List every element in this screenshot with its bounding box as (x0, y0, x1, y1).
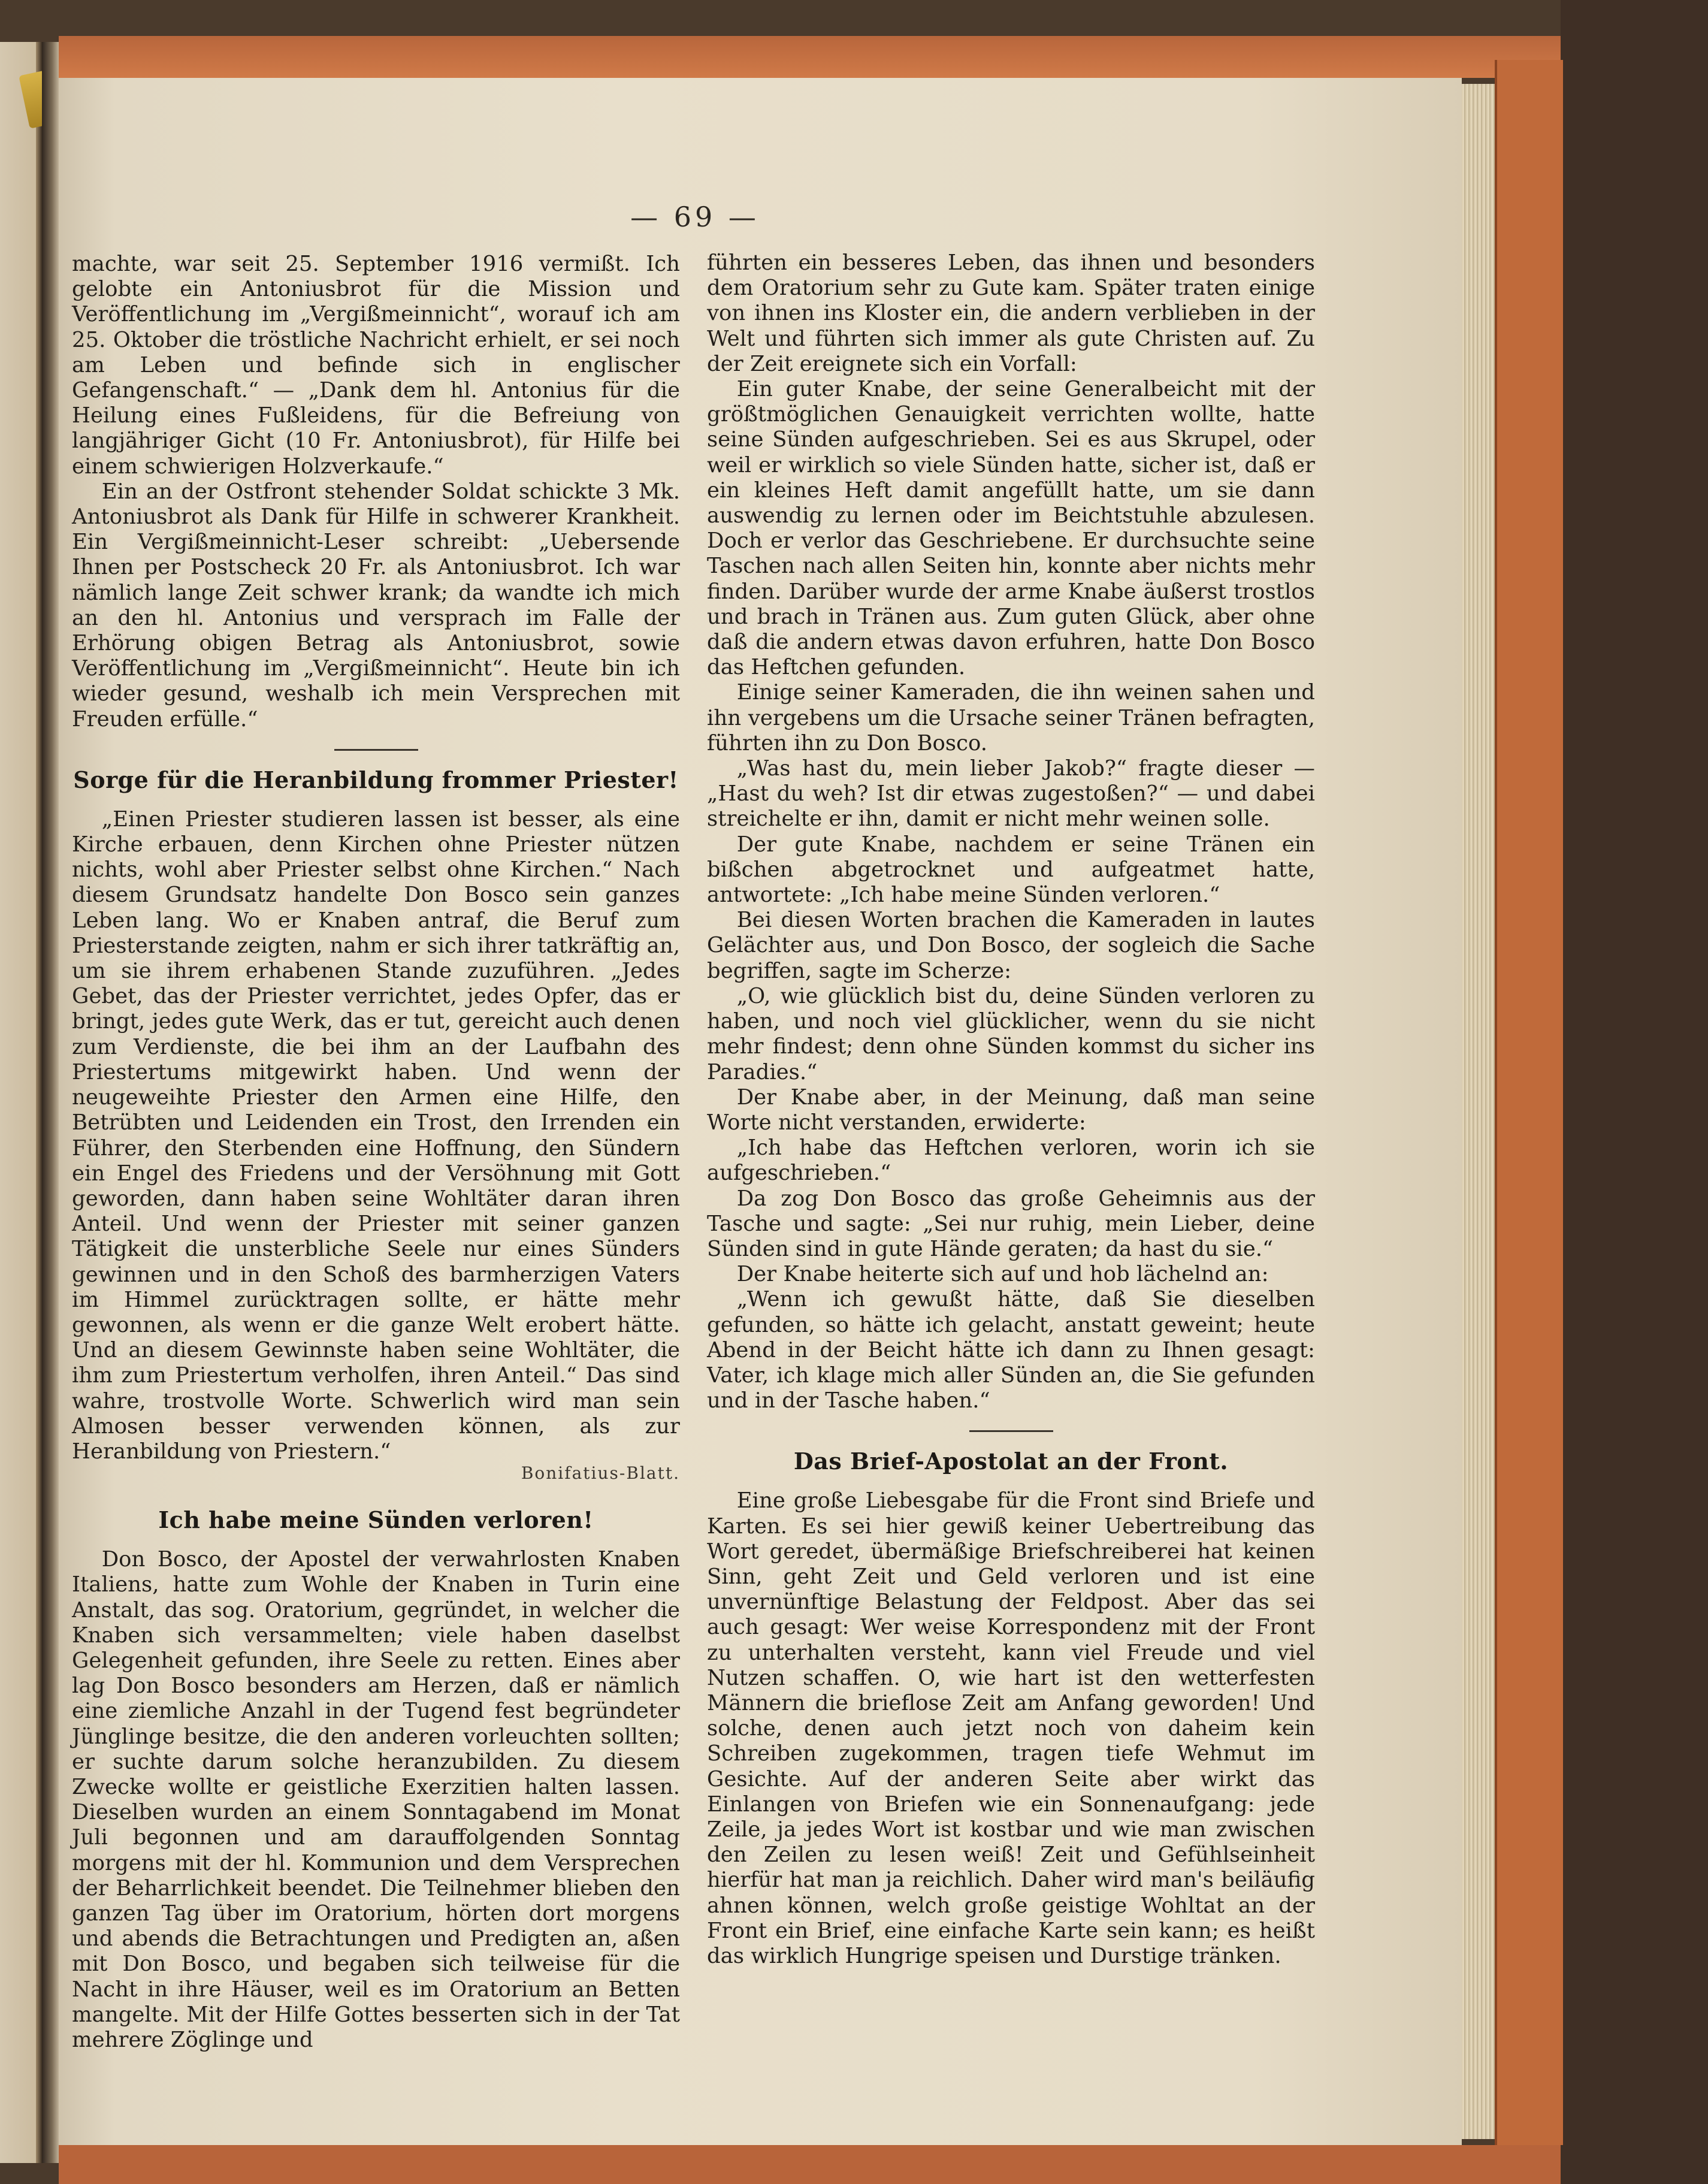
paragraph: Don Bosco, der Apostel der verwahrlosten Knaben Italiens, hatte zum Wohle der Knaben in Turin eine Anstalt, das sog. Oratorium, gegründet, in welcher die Knaben sich versammelten; viele haben daselbst Gelegenheit gefunden, ihre Seele zu retten. Eines aber lag Don Bosco besonders am Herzen, daß er nämlich eine ziemliche Anzahl in der Tugend fest begründeter Jünglinge besitze, die den anderen vorleuchten sollten; er suchte darum solche heranzubilden. Zu diesem Zwecke wollte er geistliche Exerzitien halten lassen. Dieselben wurden an einem Sonntagabend im Monat Juli begonnen und am darauffolgenden Sonntag morgens mit der hl. Kommunion und dem Versprechen der Beharrlichkeit beendet. Die Teilnehmer blieben den ganzen Tag über im Oratorium, hörten dort morgens und abends die Betrachtungen und Predigten an, aßen mit Don Bosco, und begaben sich teilweise für die Nacht in ihre Häuser, weil es im Oratorium an Betten mangelte. Mit der Hilfe Gottes besserten sich in der Tat mehrere Zöglinge und (72, 1547, 680, 2052)
paragraph: Eine große Liebesgabe für die Front sind Briefe und Karten. Es sei hier gewiß keiner Uebertreibung das Wort geredet, übermäßige Briefschreiberei hat keinen Sinn, geht Zeit und Geld verloren und ist eine unvernünftige Belastung der Feldpost. Aber das sei auch gesagt: Wer weise Korrespondenz mit der Front zu unterhalten versteht, kann viel Freude und viel Nutzen schaffen. O, wie hart ist den wetterfesten Männern die brieflose Zeit am Anfang geworden! Und solche, denen auch jetzt noch von daheim kein Schreiben zugekommen, tragen tiefe Wehmut im Gesichte. Auf der anderen Seite aber wirkt das Einlangen von Briefen wie ein Sonnenaufgang: jede Zeile, ja jedes Wort ist kostbar und wie man zwischen den Zeilen zu lesen weiß! Zeit und Gefühlseinheit hierfür hat man ja reichlich. Daher wird man's beiläufig ahnen können, welch große geistige Wohltat an der Front ein Brief, eine einfache Karte sein kann; es heißt das wirklich Hungrige speisen und Durstige tränken. (707, 1488, 1315, 1968)
table-surface (1561, 0, 1708, 2184)
section-divider (969, 1430, 1053, 1432)
paragraph: führten ein besseres Leben, das ihnen und besonders dem Oratorium sehr zu Gute kam. Später traten einige von ihnen ins Kloster ein, die andern verblieben in der Welt und führten sich immer als gute Christen auf. Zu der Zeit ereignete sich ein Vorfall: (707, 250, 1315, 376)
paragraph: Der Knabe heiterte sich auf und hob lächelnd an: (736, 1262, 1269, 1287)
book-cover-right (1495, 60, 1563, 2145)
paragraph: machte, war seit 25. September 1916 vermißt. Ich gelobte ein Antoniusbrot für die Mission und Veröffentlichung im „Vergißmeinnicht“, worauf ich am 25. Oktober die tröstliche Nachricht erhielt, er sei noch am Leben und befinde sich in englischer Gefangenschaft.“ — „Dank dem hl. Antonius für die Heilung eines Fußleidens, für die Befreiung von langjähriger Gicht (10 Fr. Antoniusbrot), für Hilfe bei einem schwierigen Holzverkaufe.“ (72, 252, 680, 479)
page-block-edges (1462, 84, 1495, 2139)
left-column (72, 252, 680, 2053)
section-divider (334, 749, 418, 751)
paragraph: Bei diesen Worten brachen die Kameraden in lautes Gelächter aus, und Don Bosco, der sogleich die Sache begriffen, sagte im Scherze: (707, 908, 1315, 983)
paragraph: Einige seiner Kameraden, die ihn weinen sahen und ihn vergebens um die Ursache seiner Tränen befragten, führten ihn zu Don Bosco. (707, 680, 1315, 756)
book-cover-bottom (59, 2145, 1561, 2184)
article-title: Das Brief-Apostolat an der Front. (793, 1448, 1229, 1475)
book-cover-top (59, 36, 1561, 78)
article-title: Sorge für die Heranbildung frommer Priester! (73, 766, 679, 793)
paragraph: Da zog Don Bosco das große Geheimnis aus der Tasche und sagte: „Sei nur ruhig, mein Lieber, deine Sünden sind in gute Hände geraten; da hast du sie.“ (707, 1186, 1315, 1261)
paragraph: Ein guter Knabe, der seine Generalbeicht mit der größtmöglichen Genauigkeit verrichten wollte, hatte seine Sünden aufgeschrieben. Sei es aus Skrupel, oder weil er wirklich so viele Sünden hatte, sicher ist, daß er ein kleines Heft damit angefüllt hatte, um sie dann auswendig zu lernen oder im Beichtstuhle abzulesen. Doch er verlor das Geschriebene. Er durchsuchte seine Taschen nach allen Seiten hin, konnte aber nichts mehr finden. Darüber wurde der arme Knabe äußerst trostlos und brach in Tränen aus. Zum guten Glück, aber ohne daß die andern etwas davon erfuhren, hatte Don Bosco das Heftchen gefunden. (707, 377, 1315, 680)
paragraph: Der Knabe aber, in der Meinung, daß man seine Worte nicht verstanden, erwiderte: (707, 1085, 1315, 1135)
page-number: — 69 — (630, 201, 760, 233)
paragraph: „Was hast du, mein lieber Jakob?“ fragte dieser — „Hast du weh? Ist dir etwas zugestoßen?“ — und dabei streichelte er ihn, damit er nicht mehr weinen solle. (707, 756, 1315, 832)
right-column (707, 250, 1315, 1969)
paragraph: „Ich habe das Heftchen verloren, worin ich sie aufgeschrieben.“ (707, 1135, 1315, 1186)
book-gutter (42, 42, 59, 2163)
article-source: Bonifatius-Blatt. (521, 1463, 680, 1484)
paragraph: „Wenn ich gewußt hätte, daß Sie dieselben gefunden, so hätte ich gelacht, anstatt geweint; heute Abend in der Beicht hätte ich dann zu Ihnen gesagt: Vater, ich klage mich aller Sünden an, die Sie gefunden und in der Tasche haben.“ (707, 1287, 1315, 1413)
paragraph: „O, wie glücklich bist du, deine Sünden verloren zu haben, und noch viel glücklicher, wenn du sie nicht mehr findest; denn ohne Sünden kommst du sicher ins Paradies.“ (707, 983, 1315, 1085)
facing-page-edge (0, 42, 42, 2163)
paragraph: Der gute Knabe, nachdem er seine Tränen ein bißchen abgetrocknet und aufgeatmet hatte, antwortete: „Ich habe meine Sünden verloren.“ (707, 832, 1315, 908)
article-title: Ich habe meine Sünden verloren! (158, 1506, 594, 1534)
paragraph: „Einen Priester studieren lassen ist besser, als eine Kirche erbauen, denn Kirchen ohne Priester nützen nichts, wohl aber Priester selbst ohne Kirchen.“ Nach diesem Grundsatz handelte Don Bosco sein ganzes Leben lang. Wo er Knaben antraf, die Beruf zum Priesterstande zeigten, nahm er sich ihrer tatkräftig an, um sie ihrem erhabenen Stande zuzuführen. „Jedes Gebet, das der Priester verrichtet, jedes Opfer, das er bringt, jedes gute Werk, das er tut, gereicht auch denen zum Verdienste, die bei ihm an der Laufbahn des Priestertums mitgewirkt haben. Und wenn der neugeweihte Priester den Armen eine Hilfe, den Betrübten und Leidenden ein Trost, den Irrenden ein Führer, den Sterbenden eine Hoffnung, den Sündern ein Engel des Friedens und der Versöhnung mit Gott geworden, dann haben seine Wohltäter daran ihren Anteil. Und wenn der Priester mit seiner ganzen Tätigkeit die unsterbliche Seele nur eines Sünders gewinnen und in den Schoß des barmherzigen Vaters im Himmel zurücktragen sollte, er hätte mehr gewonnen, als wenn er die ganze Welt erobert hätte. Und an diesem Gewinnste haben seine Wohltäter, die ihm zum Priestertum verholfen, ihren Anteil.“ Das sind wahre, trostvolle Worte. Schwerlich wird man sein Almosen besser verwenden können, als zur Heranbildung von Priestern.“ (72, 806, 680, 1464)
paragraph: Ein an der Ostfront stehender Soldat schickte 3 Mk. Antoniusbrot als Dank für Hilfe in schwerer Krankheit. Ein Vergißmeinnicht-Leser schreibt: „Uebersende Ihnen per Postscheck 20 Fr. als Antoniusbrot. Ich war nämlich lange Zeit schwer krank; da wandte ich mich an den hl. Antonius und versprach im Falle der Erhörung obigen Betrag als Antoniusbrot, sowie Veröffentlichung im „Vergißmeinnicht“. Heute bin ich wieder gesund, weshalb ich mein Versprechen mit Freuden erfülle.“ (72, 479, 680, 732)
